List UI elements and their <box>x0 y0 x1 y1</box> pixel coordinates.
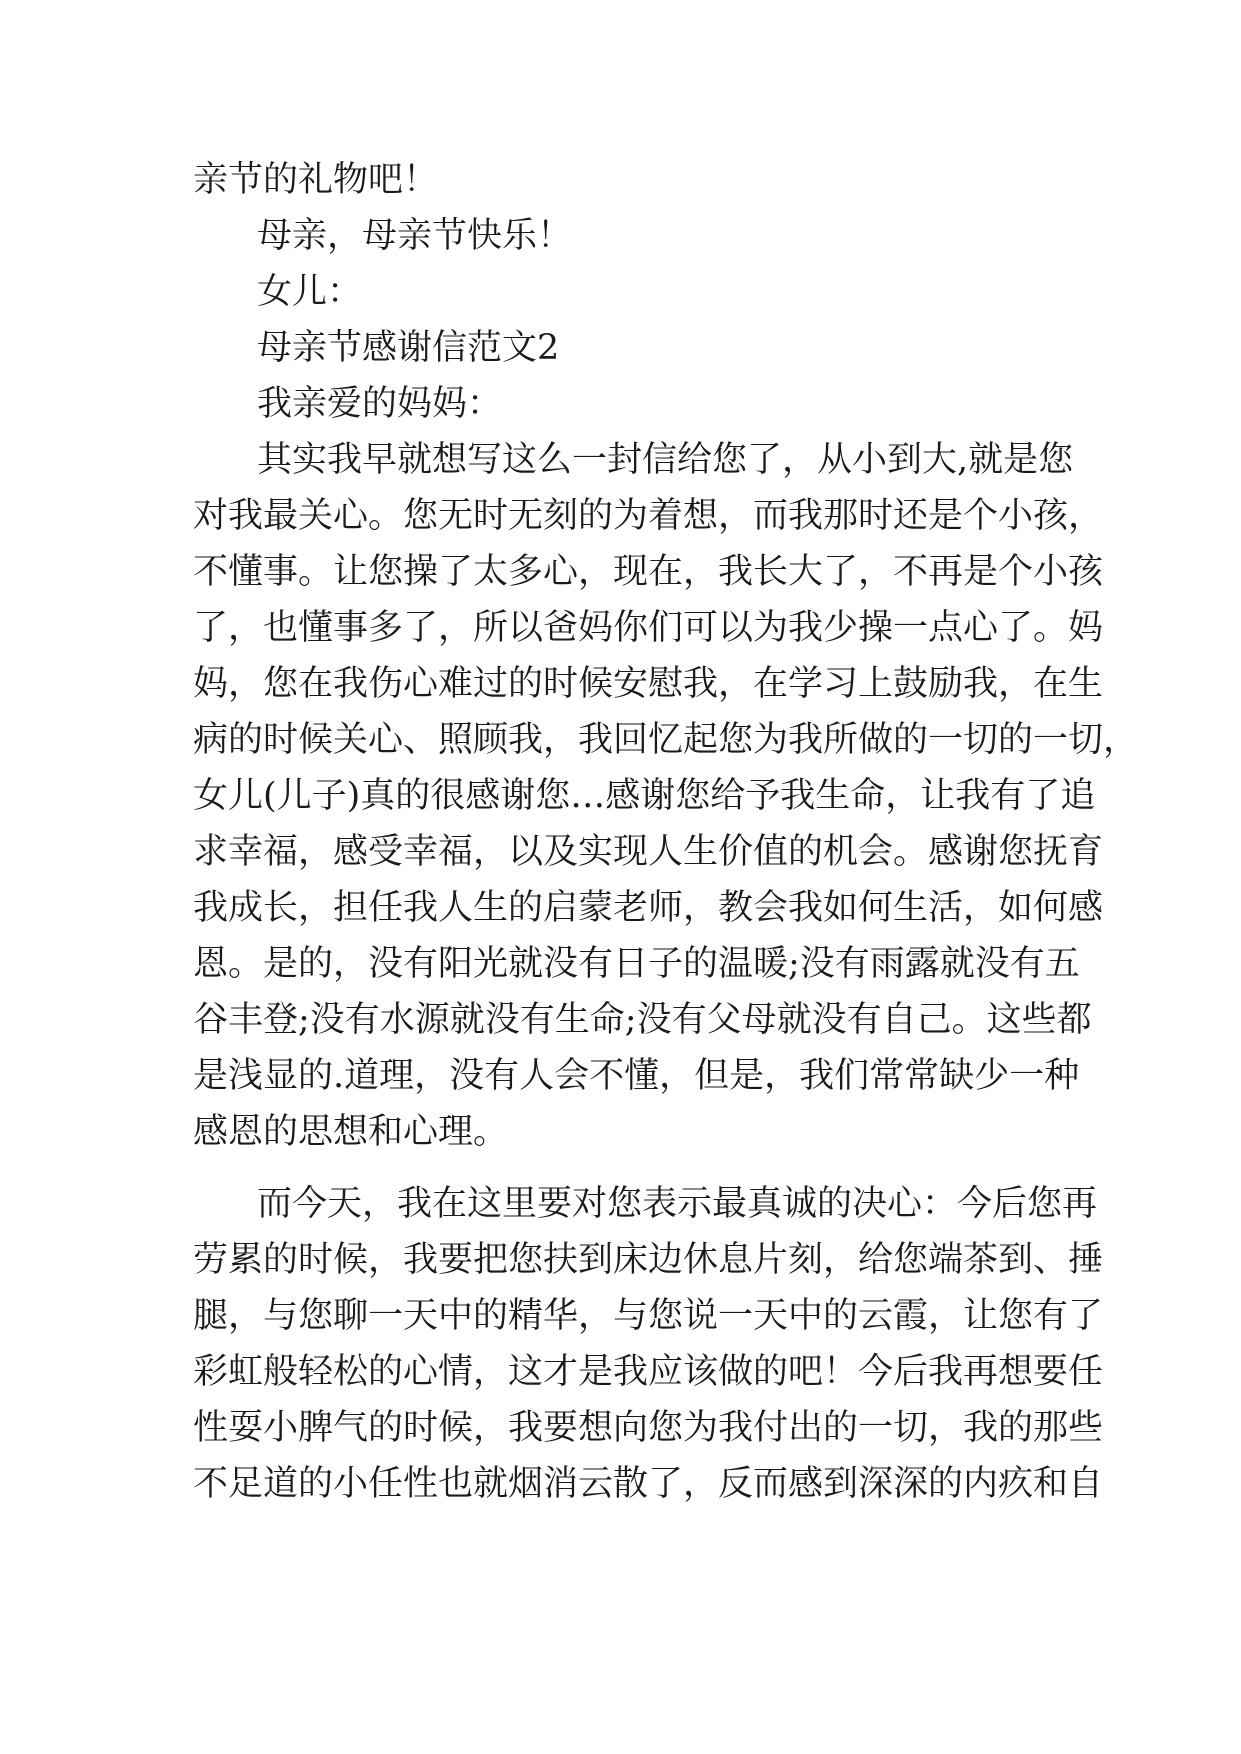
paragraph-line: 不懂事。让您操了太多心，现在，我长大了，不再是个小孩 <box>193 552 1104 592</box>
paragraph-line: 劳累的时候，我要把您扶到床边休息片刻，给您端茶到、捶 <box>193 1240 1104 1280</box>
signature-line: 女儿： <box>257 272 363 312</box>
greeting-line: 母亲，母亲节快乐！ <box>257 216 573 256</box>
text-line: 亲节的礼物吧！ <box>193 160 439 200</box>
paragraph-line: 求幸福，感受幸福，以及实现人生价值的机会。感谢您抚育 <box>193 832 1104 872</box>
paragraph-line: 妈，您在我伤心难过的时候安慰我，在学习上鼓励我，在生 <box>193 664 1104 704</box>
paragraph-line: 恩。是的，没有阳光就没有日子的温暖;没有雨露就没有五 <box>193 944 1080 984</box>
paragraph-line: 是浅显的.道理，没有人会不懂，但是，我们常常缺少一种 <box>193 1056 1080 1096</box>
paragraph-line: 而今天，我在这里要对您表示最真诚的决心：今后您再 <box>257 1184 1098 1224</box>
paragraph-line: 其实我早就想写这么一封信给您了，从小到大,就是您 <box>257 440 1074 480</box>
paragraph-line: 病的时候关心、照顾我，我回忆起您为我所做的一切的一切， <box>193 720 1139 760</box>
section-heading: 母亲节感谢信范文2 <box>257 328 560 368</box>
paragraph-line: 彩虹般轻松的心情，这才是我应该做的吧！今后我再想要任 <box>193 1352 1104 1392</box>
paragraph-line: 女儿(儿子)真的很感谢您…感谢您给予我生命，让我有了追 <box>193 776 1096 816</box>
paragraph-line: 对我最关心。您无时无刻的为着想，而我那时还是个小孩， <box>193 496 1104 536</box>
paragraph-line: 腿，与您聊一天中的精华，与您说一天中的云霞，让您有了 <box>193 1296 1104 1336</box>
paragraph-line: 谷丰登;没有水源就没有生命;没有父母就没有自己。这些都 <box>193 1000 1092 1040</box>
paragraph-line: 了，也懂事多了，所以爸妈你们可以为我少操一点心了。妈 <box>193 608 1104 648</box>
paragraph-line: 性耍小脾气的时候，我要想向您为我付出的一切，我的那些 <box>193 1408 1104 1448</box>
paragraph-line: 感恩的思想和心理。 <box>193 1112 509 1152</box>
paragraph-line: 我成长，担任我人生的启蒙老师，教会我如何生活，如何感 <box>193 888 1104 928</box>
paragraph-line: 不足道的小任性也就烟消云散了，反而感到深深的内疚和自 <box>193 1464 1104 1504</box>
salutation: 我亲爱的妈妈： <box>257 384 503 424</box>
